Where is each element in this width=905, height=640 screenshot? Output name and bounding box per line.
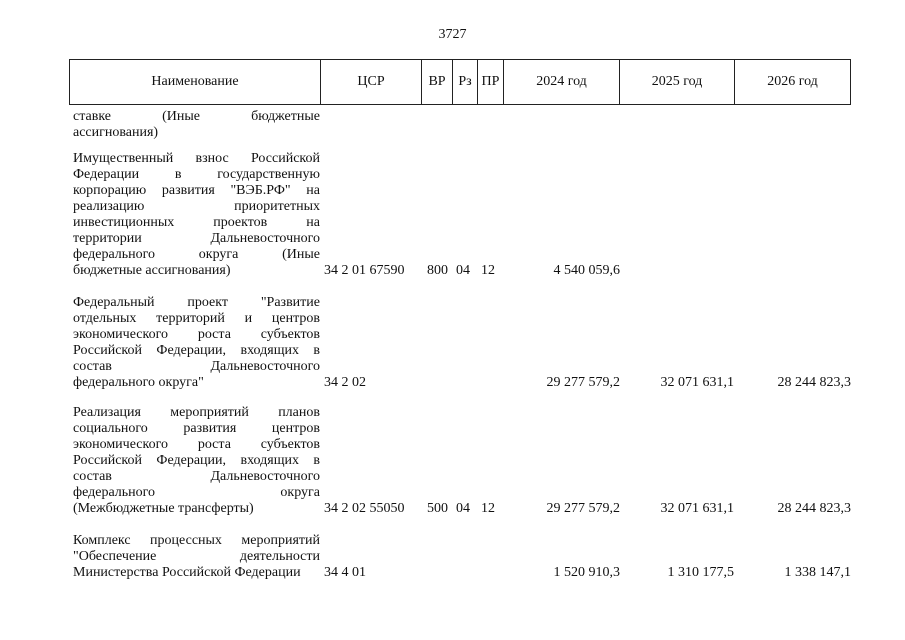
row-name-line: территории Дальневосточного: [73, 231, 320, 246]
row-name-line: Российской Федерации, входящих в: [73, 453, 320, 468]
row-2024: 1 520 910,3: [553, 565, 620, 580]
row-name-line: "Обеспечение деятельности: [73, 549, 320, 564]
row-name-line: (Межбюджетные трансферты): [73, 501, 254, 516]
row-name-line: федерального округа": [73, 375, 204, 390]
row-csr: 34 2 02: [324, 375, 366, 390]
row-name-line: состав Дальневосточного: [73, 359, 320, 374]
row-name-line: федерального округа (Иные: [73, 247, 320, 262]
row-name-line: состав Дальневосточного: [73, 469, 320, 484]
row-name-line: социального развития центров: [73, 421, 320, 436]
table-row: [0, 533, 905, 581]
row-2025: 32 071 631,1: [660, 375, 734, 390]
row-name-line: инвестиционных проектов на: [73, 215, 320, 230]
row-name-line: Федерации в государственную: [73, 167, 320, 182]
row-name: [73, 109, 320, 141]
row-name-line: ассигнования): [73, 125, 159, 140]
row-rz: 04: [456, 501, 470, 516]
row-name: [73, 295, 320, 391]
header-csr: ЦСР: [321, 60, 422, 104]
header-2025: 2025 год: [620, 60, 735, 104]
row-name-line: Комплекс процессных мероприятий: [73, 533, 320, 548]
row-name-line: отдельных территорий и центров: [73, 311, 320, 326]
row-name-line: бюджетные ассигнования): [73, 263, 231, 278]
row-2024: 4 540 059,6: [553, 263, 620, 278]
header-2024: 2024 год: [504, 60, 620, 104]
table-row: [0, 295, 905, 391]
table-header: [69, 59, 851, 105]
row-csr: 34 2 02 55050: [324, 501, 405, 516]
row-pr: 12: [481, 501, 495, 516]
row-name-line: Реализация мероприятий планов: [73, 405, 320, 420]
row-2026: 28 244 823,3: [777, 375, 851, 390]
row-name-line: Министерства Российской Федерации: [73, 565, 301, 580]
row-vr: 800: [427, 263, 448, 278]
row-name-line: экономического роста субъектов: [73, 437, 320, 452]
row-rz: 04: [456, 263, 470, 278]
row-vr: 500: [427, 501, 448, 516]
row-name-line: экономического роста субъектов: [73, 327, 320, 342]
row-name-line: реализацию приоритетных: [73, 199, 320, 214]
row-2025: 32 071 631,1: [660, 501, 734, 516]
row-2025: 1 310 177,5: [667, 565, 734, 580]
table-row: [0, 109, 905, 141]
table-row: [0, 405, 905, 517]
row-name: [73, 151, 320, 279]
row-name-line: Федеральный проект "Развитие: [73, 295, 320, 310]
header-name: Наименование: [70, 60, 321, 104]
row-name-line: корпорацию развития "ВЭБ.РФ" на: [73, 183, 320, 198]
row-csr: 34 2 01 67590: [324, 263, 405, 278]
header-vr: ВР: [422, 60, 453, 104]
row-pr: 12: [481, 263, 495, 278]
row-name-line: федерального округа: [73, 485, 320, 500]
table-row: [0, 151, 905, 279]
header-rz: Рз: [453, 60, 478, 104]
row-name-line: Имущественный взнос Российской: [73, 151, 320, 166]
row-2024: 29 277 579,2: [546, 501, 620, 516]
page-number: 3727: [438, 27, 467, 42]
row-name: [73, 405, 320, 517]
row-2024: 29 277 579,2: [546, 375, 620, 390]
row-name: [73, 533, 320, 581]
header-pr: ПР: [478, 60, 504, 104]
row-2026: 1 338 147,1: [784, 565, 851, 580]
row-2026: 28 244 823,3: [777, 501, 851, 516]
header-2026: 2026 год: [767, 74, 818, 89]
row-name-line: Российской Федерации, входящих в: [73, 343, 320, 358]
row-csr: 34 4 01: [324, 565, 366, 580]
row-name-line: ставке (Иные бюджетные: [73, 109, 320, 124]
